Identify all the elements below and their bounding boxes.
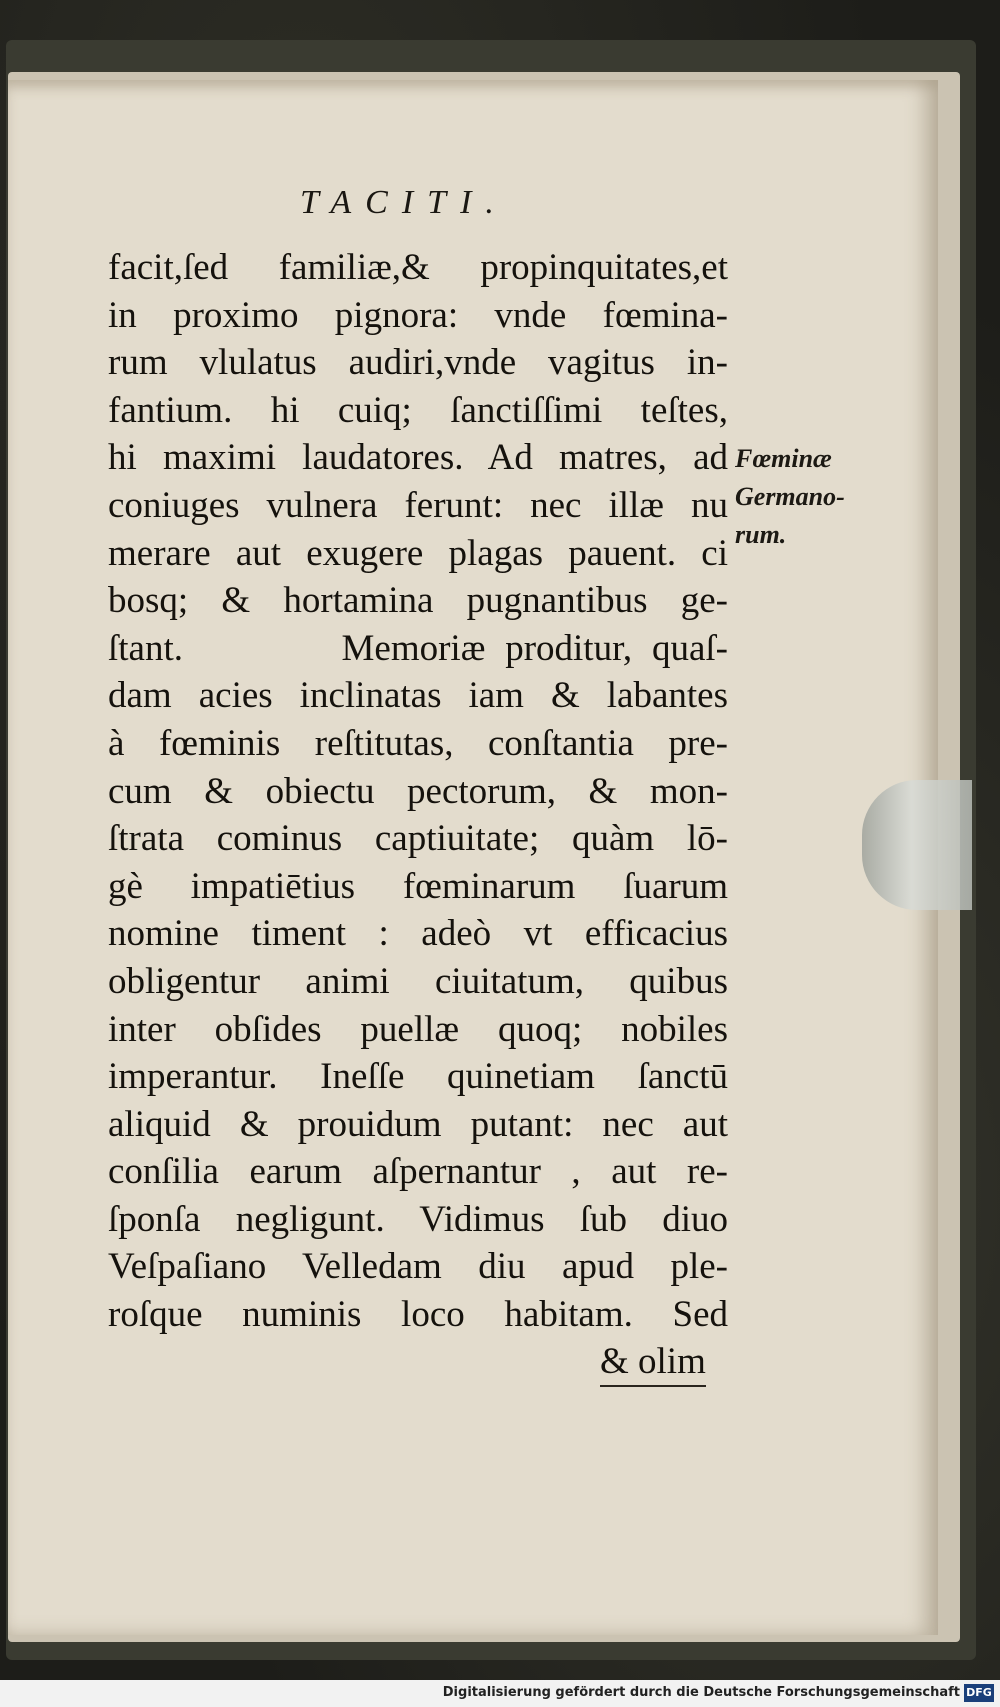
text-line: hi maximi laudatores. Ad matres, ad <box>108 437 728 479</box>
text-line: aliquid & prouidum putant: nec aut <box>108 1103 728 1145</box>
text-line: facit,ſed familiæ,& propinquitates,et <box>108 247 728 288</box>
footer-bar <box>0 1680 1000 1707</box>
dfg-logo: DFG <box>964 1684 994 1702</box>
text-line: gè impatiētius fœminarum ſuarum <box>108 865 728 907</box>
text-line: coniuges vulnera ferunt: nec illæ nu <box>108 484 728 526</box>
text-line: roſque numinis loco habitam. Sed <box>108 1294 728 1336</box>
text-line: conſilia earum aſpernantur , aut re- <box>108 1151 728 1193</box>
text-line: bosq; & hortamina pugnantibus ge- <box>108 580 728 622</box>
marginal-note-line: Fœminæ <box>735 444 832 473</box>
marginal-note-line: Germano- <box>735 482 845 511</box>
running-head: TACITI. <box>300 184 508 221</box>
text-line: fantium. hi cuiq; ſanctiſſimi teſtes, <box>108 389 728 431</box>
text-line: à fœminis reſtitutas, conſtantia pre- <box>108 722 728 764</box>
text-line: nomine timent : adeò vt efficacius <box>108 913 728 955</box>
text-line: inter obſides puellæ quoq; nobiles <box>108 1008 728 1050</box>
catchword: & olim <box>600 1340 706 1387</box>
text-line: obligentur animi ciuitatum, quibus <box>108 960 728 1002</box>
marginal-note <box>735 440 845 554</box>
text-line: ſponſa negligunt. Vidimus ſub diuo <box>108 1198 728 1240</box>
text-line: Veſpaſiano Velledam diu apud ple- <box>108 1246 728 1288</box>
body-text <box>108 244 728 1339</box>
digitization-credit: Digitalisierung gefördert durch die Deutsche Forschungsgemeinschaft <box>442 1685 960 1700</box>
text-line: dam acies inclinatas iam & labantes <box>108 675 728 717</box>
page-clip <box>862 780 972 910</box>
text-line: imperantur. Ineſſe quinetiam ſanctū <box>108 1056 728 1098</box>
text-line: merare aut exugere plagas pauent. ci <box>108 532 728 574</box>
text-line: in proximo pignora: vnde fœmina- <box>108 294 728 336</box>
text-line: ſtant. Memoriæ proditur, quaſ- <box>108 627 728 669</box>
text-line: ſtrata cominus captiuitate; quàm lō- <box>108 818 728 860</box>
text-line: rum vlulatus audiri,vnde vagitus in- <box>108 342 728 384</box>
text-line: cum & obiectu pectorum, & mon- <box>108 770 728 812</box>
marginal-note-line: rum. <box>735 520 787 549</box>
